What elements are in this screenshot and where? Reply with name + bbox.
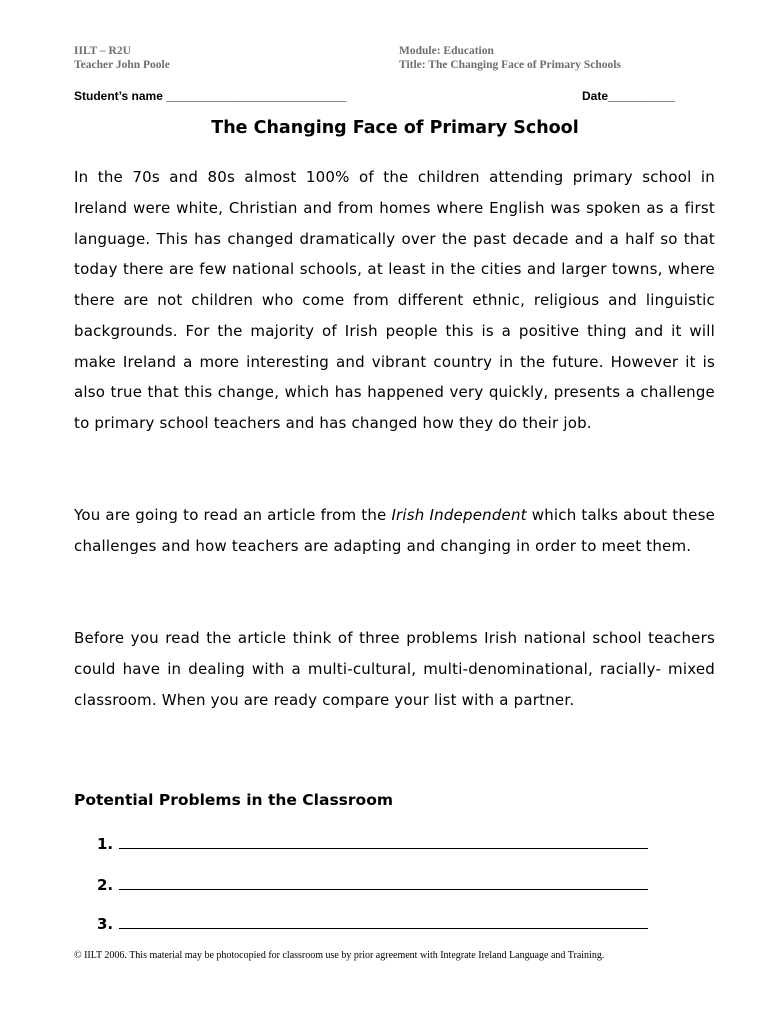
header-right <box>399 44 621 72</box>
problem-number: 3. <box>97 915 114 933</box>
copyright-footer: © IILT 2006. This material may be photocopied for classroom use by prior agreement with Integrate Ireland Language and Training. <box>74 950 605 961</box>
problem-item-3 <box>97 914 648 933</box>
header-left <box>74 44 170 72</box>
newspaper-name: Irish Independent <box>391 506 527 524</box>
article-paragraph <box>74 500 715 562</box>
article-text-before: You are going to read an article from the <box>74 506 392 524</box>
problem-item-1 <box>97 834 648 853</box>
header-module: Module: Education <box>399 45 494 57</box>
header-course: IILT – R2U <box>74 45 131 57</box>
header-teacher: Teacher John Poole <box>74 59 170 71</box>
article-text-after: which talks about these challenges and how teachers are adapting and changing in order to meet them. <box>74 506 716 555</box>
date-field: Date__________ <box>582 89 675 103</box>
answer-line <box>119 914 648 929</box>
page-title: The Changing Face of Primary School <box>211 118 579 138</box>
problem-item-2 <box>97 875 648 894</box>
answer-line <box>119 834 648 849</box>
section-heading: Potential Problems in the Classroom <box>74 791 393 809</box>
task-paragraph: Before you read the article think of three problems Irish national school teachers could have in dealing with a multi-cultural, multi-denominational, racially- mixed classroom. When you are ready compare your list with a partner. <box>74 629 715 709</box>
problem-number: 1. <box>97 835 114 853</box>
student-name-field: Student’s name ___________________________ <box>74 89 347 103</box>
header-title: Title: The Changing Face of Primary Schools <box>399 59 621 71</box>
intro-paragraph: In the 70s and 80s almost 100% of the children attending primary school in Ireland were white, Christian and from homes where English was spoken as a first language. This has changed dramatically over the past decade and a half so that today there are few national schools, at least in the cities and larger towns, where there are not children who come from different ethnic, religious and linguistic backgrounds. For the majority of Irish people this is a positive thing and it will make Ireland a more interesting and vibrant country in the future. However it is also true that this change, which has happened very quickly, presents a challenge to primary school teachers and has changed how they do their job. <box>74 168 715 432</box>
problem-number: 2. <box>97 876 114 894</box>
answer-line <box>119 875 648 890</box>
